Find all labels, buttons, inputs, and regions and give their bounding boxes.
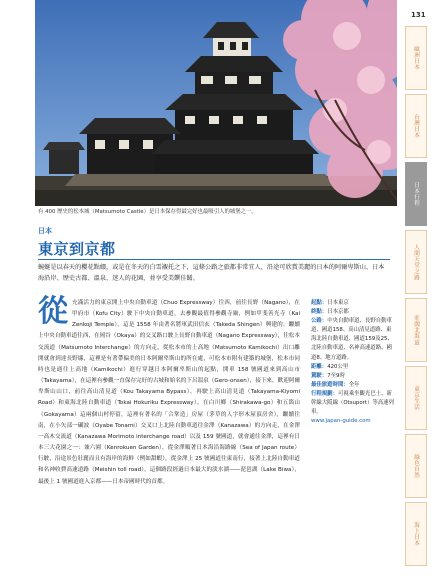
info-row-end: 終點：日本京都 xyxy=(311,309,349,316)
page-number: 131 xyxy=(411,11,426,19)
dropcap: 從 xyxy=(38,294,68,329)
info-row-driving: 駕駛：7至9時 xyxy=(311,372,345,379)
sidebar-tab-3[interactable]: 日本行程 xyxy=(405,162,427,226)
info-row-planning: 行程規劃：可視乘坐觀光巴士、新幹線大阪線（Otsuport）等高速列車。 xyxy=(311,390,394,416)
page-title: 東京到京都 xyxy=(38,240,116,258)
chapter-sidebar xyxy=(405,26,427,580)
intro-paragraph: 蜿蜒是以春天的櫻花點綴，或是在冬天的白雪襯托之下，這條公路之旅都非常宜人，沿途可欣賞美麗的日本的阿爾卑斯山、日本海沿岸、歷史古都、溫泉、迷人的花園，並享受美饌佳餚。 xyxy=(38,264,385,282)
region-label: 日本 xyxy=(38,227,52,235)
hero-photo xyxy=(35,0,397,206)
info-row-roads: 公路：中央自動車道、長野自動車道、國道158、高山清見道路、東海北陸自動車道、國道159及25、北陸自動車道、名神高速道路、國道8、地方道路。 xyxy=(311,318,393,361)
photo-caption: 有 400 歷史的松本城（Matsumoto Castle）是日本保存得最完好也最吸引人的城堡之一。 xyxy=(38,209,257,215)
info-row-best-time: 最佳旅遊時間：全年 xyxy=(311,381,360,388)
info-box xyxy=(311,299,395,426)
info-row-start: 起點：日本東京 xyxy=(311,300,349,306)
article-body xyxy=(38,294,300,488)
sidebar-tab-4[interactable]: 人間天堂之路 xyxy=(405,230,427,294)
info-row-distance: 距離：420公里 xyxy=(311,363,349,370)
sidebar-tab-5[interactable]: 壯闊北海道 xyxy=(405,298,427,362)
title-divider xyxy=(38,259,390,260)
body-paragraph: 充滿活力的東京開上中央自動車道（Chuo Expressway）往西，前往長野（Nagano），在甲府市（Kofu City）駛下中央自動車道，去參觀最值得參觀寺廟，例如甲斐善光寺（Kai Zenkoji Temple），這是 1558 年由著名將軍武田信玄（Takeda Shingen）興建的。繼續上中央自動車道往西，在岡谷（Okaya）的交叉路口駛上長野自動車道（Nagano Expressway），往松本交流道（Matsumoto Interchange）的方向走，從松本市的上高地（Matsumoto Kamikochi）出口離開就會到達長野縣，這裡是有著帶偏美的日本阿爾卑斯山的所在處，可松本市附有建築的城堡，松本市同時也是通往上高地（Kamikochi）進行穿越日本阿爾卑斯山的起點，開車 158 號國道來到高山市（Takayama），在這裡有參觀一直保存完好的古城和始名的下呂溫泉（Gero-onsen），接下來，歡迎阿爾卑斯山山口，前往高山清見道（Kou Takayama Bypass），再駛上高山清見道（Takayama-Kiyomi Road）和東海北陸自動車道（Tokai Hokuriku Expressway），在白川鄉（Shirakawa-go）和五箇山（Gokayama）這兩個山村停留，這裡有著名的「合掌造」房屋（茅草的人字形木屋頂房舍），繼續往南，在小矢部一礪波（Oyabe Tonami）交叉口上北陸自動車道往金澤（Kanazawa）的方向走，在金澤一高木交流道（Kanazawa Morimoto interchange road）以及 159 號國道，就會通往金澤，這裡有日本三大花園之一：兼六園（Kenrokuen Garden），從金澤順著日本海沿海路線（Sea of Japan route）行駛，沿途景色壯麗而且有海岸的海鮮（例如甜蝦），從金澤上 25 號國道往東南行，接著上北陸自動車道和名神收費高速道路（Meishin toll road），這個路段經過日本最大的淡水湖——琵琶湖（Lake Biwa），最後上 1 號國道進入京都——日本帝國時代的首都。 xyxy=(38,300,300,485)
sidebar-tab-1[interactable]: 歐洲日本 xyxy=(405,26,427,90)
website-link[interactable]: www.japan-guide.com xyxy=(311,418,371,425)
castle-photo-illustration xyxy=(35,0,397,206)
sidebar-tab-2[interactable]: 台灣日本 xyxy=(405,94,427,158)
sidebar-tab-7[interactable]: 綠色自然 xyxy=(405,434,427,498)
sidebar-tab-6[interactable]: 東京生活 xyxy=(405,366,427,430)
sidebar-tab-8[interactable]: 海上日本 xyxy=(405,502,427,566)
